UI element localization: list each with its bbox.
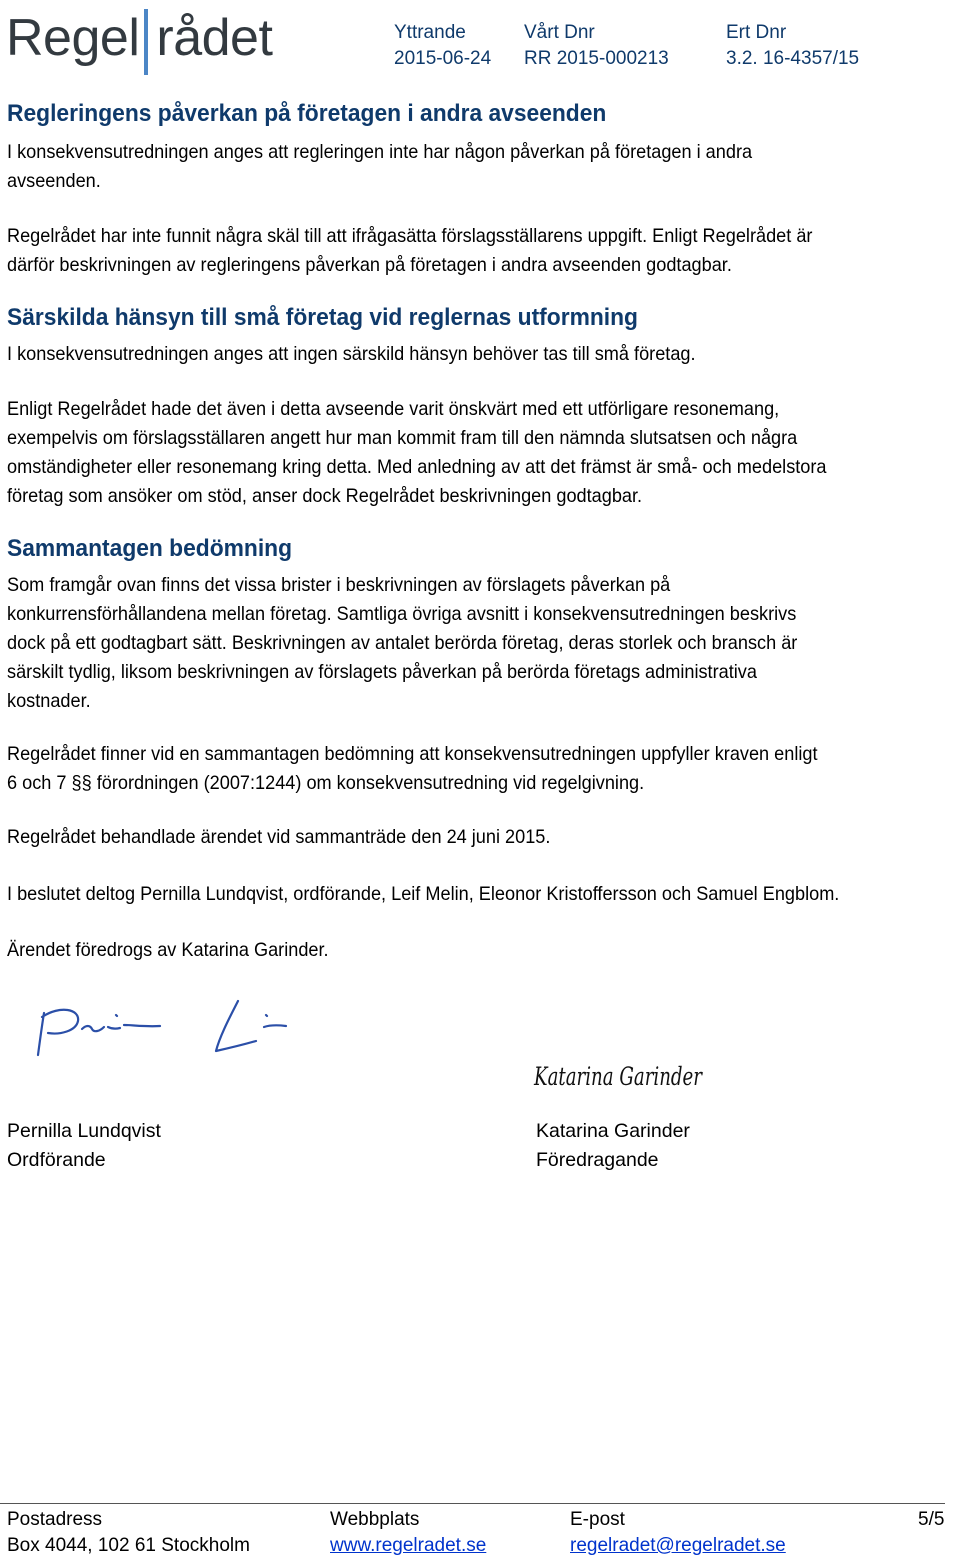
- text-line: kostnader.: [7, 690, 91, 712]
- text-line: I konsekvensutredningen anges att ingen särskild hänsyn behöver tas till små företag.: [7, 343, 696, 365]
- footer-webbplats: [330, 1507, 486, 1559]
- paragraph: [7, 395, 827, 511]
- paragraph: [7, 823, 550, 852]
- signature-katarina-garinder: [532, 1055, 707, 1095]
- logo-text-right: rådet: [156, 9, 273, 67]
- text-line: omständigheter eller resonemang kring detta. Med anledning av att det främst är små- och medelstora: [7, 456, 827, 478]
- text-line: Regelrådet har inte funnit några skäl till att ifrågasätta förslagsställarens uppgift. Enligt Regelrådet är: [7, 225, 813, 247]
- text-line: Ärendet föredrogs av Katarina Garinder.: [7, 939, 329, 961]
- text-line: Som framgår ovan finns det vissa brister i beskrivningen av förslagets påverkan på: [7, 574, 671, 596]
- logo-text-left: Regel: [6, 9, 140, 67]
- signatory-right: [536, 1117, 690, 1175]
- text-line: Regelrådet behandlade ärendet vid sammanträde den 24 juni 2015.: [7, 826, 551, 848]
- paragraph: [7, 740, 818, 798]
- signatory-name: Pernilla Lundqvist: [7, 1120, 161, 1142]
- paragraph: [7, 571, 797, 716]
- yttrande-label: Yttrande: [394, 22, 466, 43]
- webbplats-label: Webbplats: [330, 1509, 420, 1530]
- text-line: konkurrensförhållandena mellan företag. Samtliga övriga avsnitt i konsekvensutredningen beskrivs: [7, 603, 797, 625]
- text-line: I beslutet deltog Pernilla Lundqvist, ordförande, Leif Melin, Eleonor Kristoffersson och Samuel Engblom.: [7, 883, 840, 905]
- website-link[interactable]: www.regelradet.se: [330, 1535, 487, 1556]
- footer-epost: [570, 1507, 786, 1559]
- header-yttrande: [394, 20, 491, 72]
- ert-dnr-value: 3.2. 16-4357/15: [726, 48, 860, 69]
- signatory-role: Föredragande: [536, 1149, 659, 1171]
- section-heading-small-business: Särskilda hänsyn till små företag vid reglernas utformning: [7, 304, 638, 331]
- section-heading-overall-assessment: Sammantagen bedömning: [7, 535, 293, 562]
- postadress-value: Box 4044, 102 61 Stockholm: [7, 1535, 250, 1556]
- yttrande-date: 2015-06-24: [394, 48, 492, 69]
- ert-dnr-label: Ert Dnr: [726, 22, 787, 43]
- signatory-name: Katarina Garinder: [536, 1120, 690, 1142]
- text-line: därför beskrivningen av regleringens påverkan på företagen i andra avseenden godtagbar.: [7, 254, 732, 276]
- paragraph: [7, 222, 812, 280]
- signature-text: Katarina Garinder: [533, 1062, 704, 1091]
- paragraph: [7, 936, 329, 965]
- text-line: Regelrådet finner vid en sammantagen bedömning att konsekvensutredningen uppfyller kraven enligt: [7, 743, 818, 765]
- page-number: 5/5: [918, 1509, 945, 1530]
- text-line: avseenden.: [7, 170, 101, 192]
- text-line: Enligt Regelrådet hade det även i detta avseende varit önskvärt med ett utförligare resonemang,: [7, 398, 780, 420]
- footer-divider: [0, 1503, 945, 1504]
- epost-label: E-post: [570, 1509, 625, 1530]
- paragraph: [7, 880, 839, 909]
- text-line: I konsekvensutredningen anges att regleringen inte har någon påverkan på företagen i andra: [7, 141, 753, 163]
- paragraph: [7, 138, 752, 196]
- text-line: särskilt tydlig, liksom beskrivningen av förslagets påverkan på berörda företags administrativa: [7, 661, 757, 683]
- regelradet-logo: [6, 4, 272, 72]
- section-heading-other-impact: Regleringens påverkan på företagen i andra avseenden: [7, 100, 607, 127]
- vart-dnr-label: Vårt Dnr: [524, 22, 595, 43]
- logo-divider: [144, 9, 148, 75]
- text-line: exempelvis om förslagsställaren angett hur man kommit fram till den nämnda slutsatsen och några: [7, 427, 798, 449]
- header-vart-dnr: [524, 20, 669, 72]
- text-line: 6 och 7 §§ förordningen (2007:1244) om konsekvensutredning vid regelgivning.: [7, 772, 645, 794]
- signatory-left: [7, 1117, 161, 1175]
- text-line: dock på ett godtagbart sätt. Beskrivningen av antalet berörda företag, deras storlek och bransch är: [7, 632, 798, 654]
- postadress-label: Postadress: [7, 1509, 103, 1530]
- email-link[interactable]: regelradet@regelradet.se: [570, 1535, 786, 1556]
- footer-postadress: [7, 1507, 250, 1559]
- header-ert-dnr: [726, 20, 859, 72]
- signatory-role: Ordförande: [7, 1149, 106, 1171]
- vart-dnr-value: RR 2015-000213: [524, 48, 669, 69]
- signature-pernilla-lundqvist: [20, 995, 300, 1065]
- paragraph: [7, 340, 696, 369]
- text-line: företag som ansöker om stöd, anser dock Regelrådet beskrivningen godtagbar.: [7, 485, 643, 507]
